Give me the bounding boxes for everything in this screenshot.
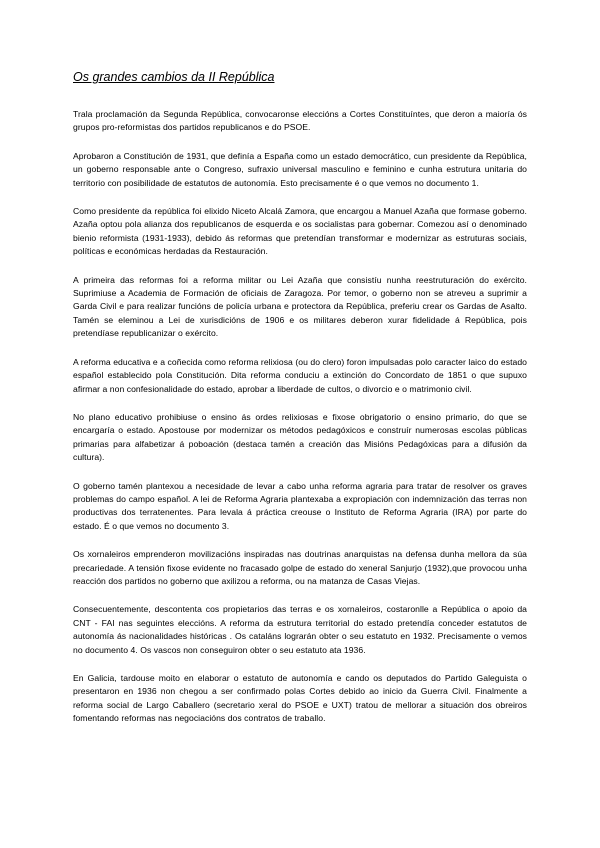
paragraph-9: Consecuentemente, descontenta cos propietarios das terras e os xornaleiros, costaronlle a República o apoio da CNT - FAI nas seguintes eleccións. A reforma da estrutura territorial do estado pretendía conceder estatutos de autonomía ás nacionalidades históricas . Os cataláns lograrán obter o seu estatuto en 1932. Precisamente o vemos no documento 4. Os vascos non conseguiron obter o seu estatuto ata 1936.: [73, 604, 527, 655]
paragraph-10: En Galicia, tardouse moito en elaborar o estatuto de autonomía e cando os deputados do Partido Galeguista o presentaron en 1936 non chegou a ser confirmado polas Cortes debido ao inicio da Guerra Civil. Finalmente a reforma social de Largo Caballero (secretario xeral do PSOE e UXT) tratou de mellorar a situación dos obreiros fomentando reformas nas negociacións dos contratos de traballo.: [73, 673, 527, 724]
paragraph-3: Como presidente da república foi elixido Niceto Alcalá Zamora, que encargou a Manuel Azaña que formase goberno. Azaña optou pola alianza dos republicanos de esquerda e os socialistas para gobernar. Comezou así o denominado bienio reformista (1931-1933), debido ás reformas que pretendían transformar e modernizar as estruturas sociais, políticas e económicas herdadas da Restauración.: [73, 206, 527, 257]
paragraph-7: O goberno tamén plantexou a necesidade de levar a cabo unha reforma agraria para tratar de resolver os graves problemas do campo español. A lei de Reforma Agraria plantexaba a expropiación con indemnización das terras non productivas dos terratenentes. Para levala á práctica creouse o Instituto de Reforma Agraria (IRA) por parte do estado. É o que vemos no documento 3.: [73, 480, 527, 531]
paragraph-6: No plano educativo prohibiuse o ensino ás ordes relixiosas e fixose obrigatorio o ensino primario, do que se encargaría o estado. Apostouse por modernizar os métodos pedagóxicos e construír numerosas escolas públicas primarias para alfabetizar á poboación (destaca tamén a creación das Misións Pedagóxicas para a difusión da cultura).: [73, 411, 527, 463]
paragraph-2: Aprobaron a Constitución de 1931, que definía a España como un estado democrático, cun presidente da República, un goberno responsable ante o Congreso, sufraxio universal masculino e feminino e cunha estrutura unitaria do territorio con posibilidade de estatutos de autonomía. Esto precisamente é o que vemos no documento 1.: [73, 150, 527, 188]
paragraph-8: Os xornaleiros emprenderon movilizacións inspiradas nas doutrinas anarquistas na defensa dunha mellora da súa precariedade. A tensión fixose evidente no fracasado golpe de estado do xeneral Sanjurjo (1932),que provocou unha reacción dos partidos no goberno que axilizou a reforma, ou na matanza de Casas Viejas.: [73, 549, 527, 586]
paragraph-4: A primeira das reformas foi a reforma militar ou Lei Azaña que consistíu nunha reestruturación do exército. Suprimiuse a Academia de Formación de oficiais de Zaragoza. Por temor, o goberno non se atreveu a suprimir a Garda Civil e para realizar funcións de policía urbana e protectora da República, preferiu crear os Gardas de Asalto. Tamén se eleminou a Lei de xurisdicións de 1906 e os militares deberon xurar fidelidade á República, pois pretendíase republicanizar o exército.: [73, 274, 527, 339]
paragraph-5: A reforma educativa e a coñecida como reforma relixiosa (ou do clero) foron impulsadas polo caracter laico do estado español establecido pola Constitución. Dita reforma conduciu a extinción do Concordato de 1851 o que supuxo afirmar a non confesionalidade do estado, aprobar a liberdade de cultos, o divorcio e o matrimonio civil.: [73, 356, 527, 394]
paragraph-1: Trala proclamación da Segunda República, convocaronse eleccións a Cortes Constituíntes, que deron a maioría ós grupos pro-reformistas dos partidos republicanos e do PSOE.: [73, 109, 527, 133]
document-title: Os grandes cambios da II República: [73, 70, 275, 84]
document-body: [73, 108, 527, 741]
